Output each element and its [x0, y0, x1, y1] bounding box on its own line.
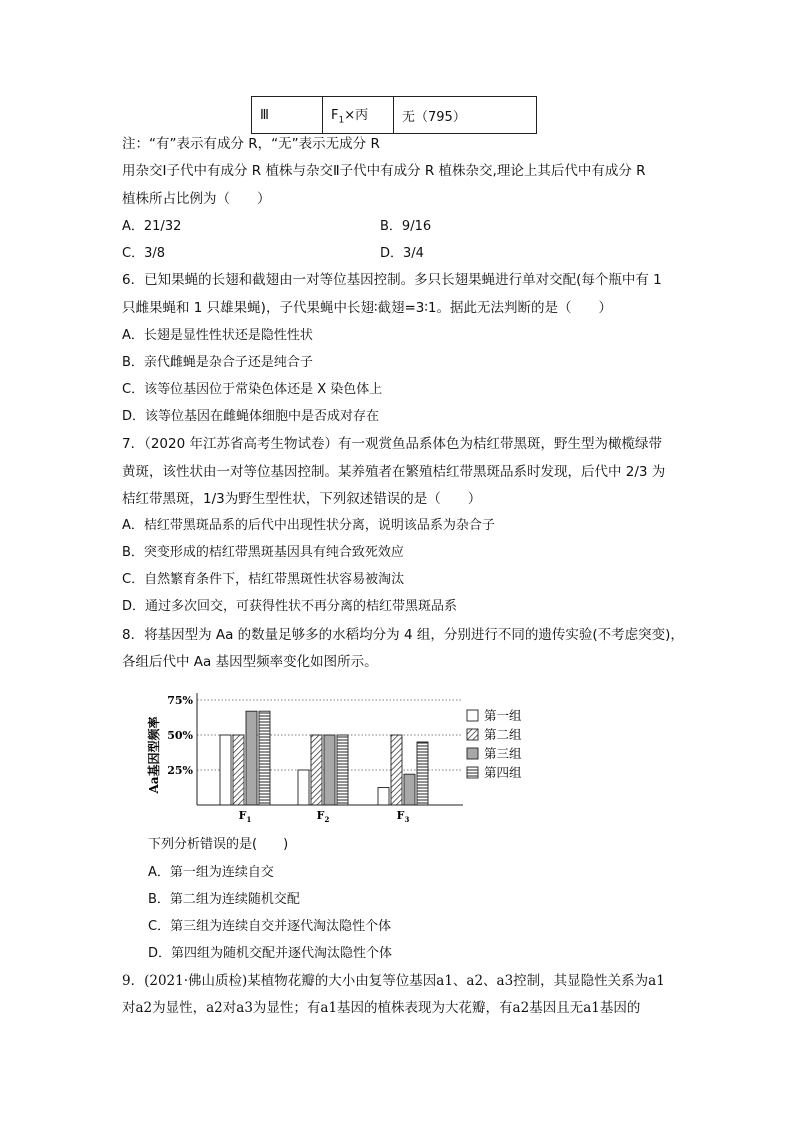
q5-option-d: D．3/4	[380, 246, 424, 261]
legend-label: 第一组	[484, 708, 522, 723]
q6-line2: 只雌果蝇和 1 只雄果蝇)，子代果蝇中长翅∶截翅=3∶1。据此无法判断的是（ ）	[122, 300, 612, 316]
y-tick-label: 50%	[167, 729, 193, 742]
q5-option-b: B．9/16	[380, 219, 432, 234]
cell-f-sub: 1	[338, 115, 345, 126]
bar-F2-第三组	[324, 735, 335, 805]
q6-line1: 6．已知果蝇的长翅和截翅由一对等位基因控制。多只长翅果蝇进行单对交配(每个瓶中有 1	[122, 272, 662, 288]
q5-option-c: C．3/8	[122, 246, 165, 261]
bar-F3-第二组	[391, 735, 402, 805]
q6-option-d: D．该等位基因在雌蝇体细胞中是否成对存在	[122, 409, 380, 424]
table-note: 注：“有”表示有成分 R，“无”表示无成分 R	[122, 136, 380, 152]
q8-line2: 各组后代中 Aa 基因型频率变化如图所示。	[122, 654, 378, 670]
cell-rest: ×丙	[344, 108, 369, 124]
table-cell-parents	[323, 97, 394, 134]
q8-option-c: C．第三组为连续自交并逐代淘汰隐性个体	[148, 919, 392, 934]
legend-swatch	[467, 748, 478, 759]
q7-option-a: A．桔红带黑斑品系的后代中出现性状分离，说明该品系为杂合子	[122, 518, 495, 533]
q5-line1: 用杂交Ⅰ子代中有成分 R 植株与杂交Ⅱ子代中有成分 R 植株杂交,理论上其后代中有成分 R	[122, 163, 646, 179]
q7-option-b: B．突变形成的桔红带黑斑基因具有纯合致死效应	[122, 545, 404, 560]
result-table	[251, 96, 537, 134]
cell-f: F	[331, 108, 339, 124]
q7-option-c: C．自然繁育条件下，桔红带黑斑性状容易被淘汰	[122, 572, 405, 587]
legend	[467, 708, 522, 780]
bar-F1-第二组	[233, 735, 244, 805]
aa-frequency-chart	[145, 688, 545, 828]
bar-F2-第四组	[337, 735, 348, 805]
x-tick-label: $F_1$	[238, 809, 252, 824]
bars-group	[220, 711, 428, 805]
bar-F2-第一组	[298, 770, 309, 805]
y-axis-label: Aa基因型频率	[147, 716, 161, 794]
y-tick-labels	[167, 694, 193, 777]
bar-F1-第四组	[259, 711, 270, 805]
table-cell-result: 无（795）	[394, 97, 537, 134]
q5-line2: 植株所占比例为（ ）	[122, 191, 271, 207]
q9-line2: 对a2为显性，a2对a3为显性；有a1基因的植株表现为大花瓣，有a2基因且无a1基因的	[122, 1000, 641, 1016]
x-tick-label: $F_2$	[316, 809, 330, 824]
legend-label: 第三组	[484, 746, 522, 761]
y-tick-label: 75%	[167, 694, 193, 707]
legend-swatch	[467, 729, 478, 740]
q7-line3: 桔红带黑斑，1/3为野生型性状，下列叙述错误的是（ ）	[122, 491, 482, 507]
q8-line1: 8．将基因型为 Aa 的数量足够多的水稻均分为 4 组，分别进行不同的遗传实验(不考虑突变)，	[122, 627, 684, 643]
bar-F3-第四组	[417, 742, 428, 805]
q6-option-a: A．长翅是显性性状还是隐性性状	[122, 328, 313, 343]
legend-swatch	[467, 710, 478, 721]
q7-line1: 7．（2020 年江苏省高考生物试卷）有一观赏鱼品系体色为桔红带黑斑，野生型为橄榄绿带	[122, 436, 662, 452]
q6-option-c: C．该等位基因位于常染色体还是 X 染色体上	[122, 382, 383, 397]
bar-F3-第一组	[378, 788, 389, 806]
q8-stem: 下列分析错误的是( )	[148, 837, 289, 852]
legend-label: 第四组	[484, 765, 522, 780]
x-tick-labels	[239, 809, 410, 824]
q9-line1: 9．(2021·佛山质检)某植物花瓣的大小由复等位基因a1、a2、a3控制，其显隐性关系为a1	[122, 973, 665, 989]
q8-option-b: B．第二组为连续随机交配	[148, 892, 300, 907]
table-cell-cross: Ⅲ	[252, 97, 323, 134]
x-tick-label: $F_3$	[396, 809, 410, 824]
legend-label: 第二组	[484, 727, 522, 742]
q8-option-a: A．第一组为连续自交	[148, 865, 274, 880]
q6-option-b: B．亲代雌蝇是杂合子还是纯合子	[122, 355, 313, 370]
q5-option-a: A．21/32	[122, 219, 182, 234]
q7-option-d: D．通过多次回交，可获得性状不再分离的桔红带黑斑品系	[122, 599, 458, 614]
q7-line2: 黄斑，该性状由一对等位基因控制。某养殖者在繁殖桔红带黑斑品系时发现，后代中 2/3 为	[122, 464, 666, 480]
legend-swatch	[467, 767, 478, 778]
bar-F1-第一组	[220, 735, 231, 805]
table-row	[252, 97, 537, 134]
bar-F2-第二组	[311, 735, 322, 805]
bar-F3-第三组	[404, 774, 415, 805]
bar-F1-第三组	[246, 711, 257, 805]
q8-option-d: D．第四组为随机交配并逐代淘汰隐性个体	[148, 946, 393, 961]
y-tick-label: 25%	[167, 764, 193, 777]
